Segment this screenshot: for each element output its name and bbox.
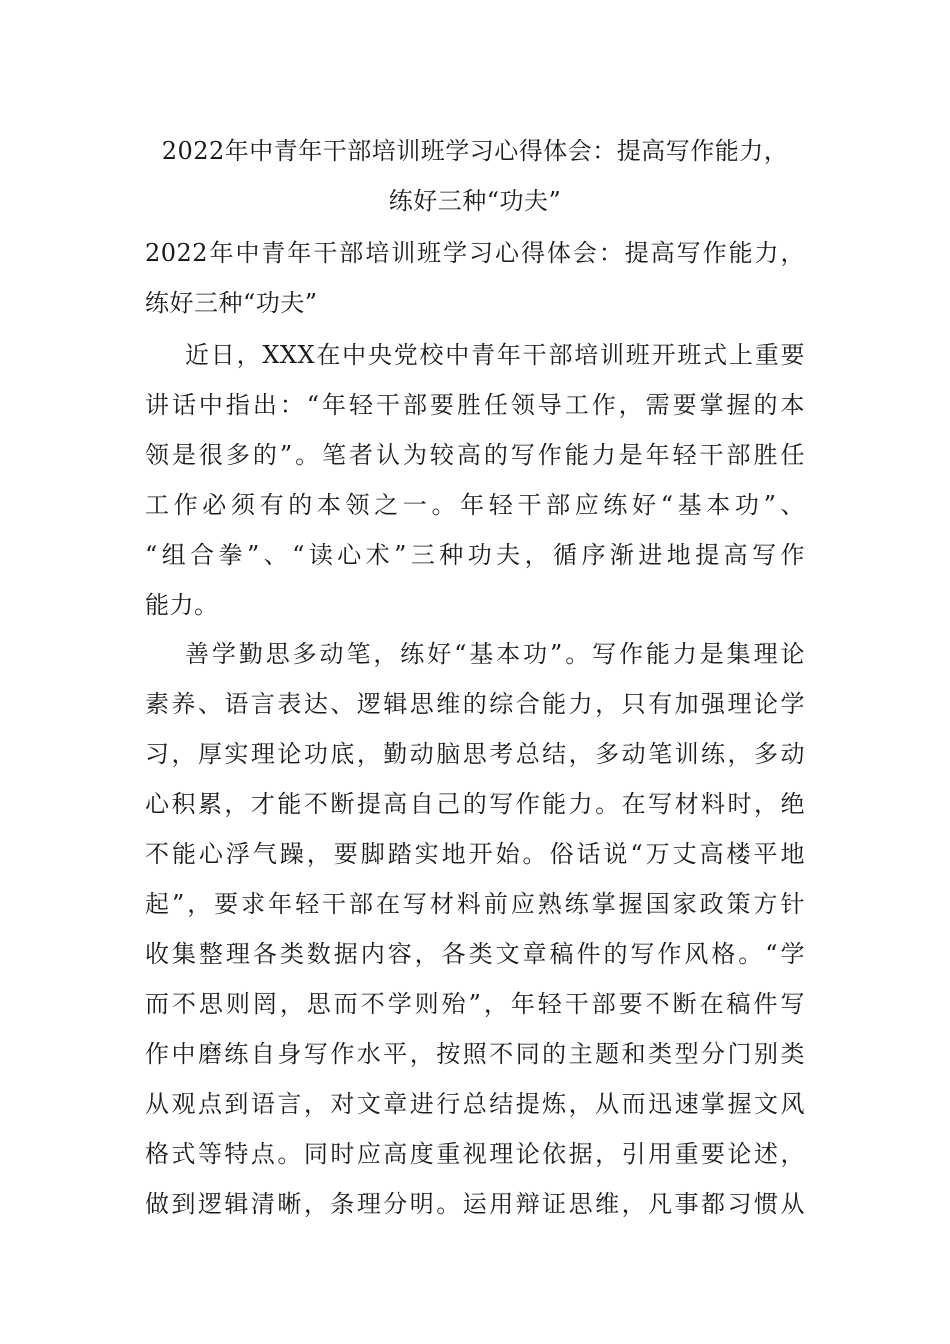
- paragraph-2-line: 不能心浮气躁，要脚踏实地开始。俗话说“万丈高楼平地: [145, 840, 805, 868]
- paragraph-2-line: 收集整理各类数据内容，各类文章稿件的写作风格。“学: [145, 940, 805, 968]
- title-line-2: 练好三种“功夫”: [388, 187, 562, 215]
- heading-line-2: 练好三种“功夫”: [145, 289, 318, 317]
- heading-line-1: 2022年中青年干部培训班学习心得体会：提高写作能力，: [145, 239, 805, 267]
- paragraph-2-line: 而不思则罔，思而不学则殆”，年轻干部要不断在稿件写: [145, 990, 805, 1018]
- paragraph-1-line: 能力。: [145, 591, 219, 619]
- paragraph-2-line: 善学勤思多动笔，练好“基本功”。写作能力是集理论: [185, 640, 805, 668]
- paragraph-2-line: 格式等特点。同时应高度重视理论依据，引用重要论述，: [145, 1140, 805, 1168]
- paragraph-1-line: 领是很多的”。笔者认为较高的写作能力是年轻干部胜任: [145, 441, 805, 469]
- paragraph-2-line: 心积累，才能不断提高自己的写作能力。在写材料时，绝: [145, 790, 805, 818]
- title-line-1: 2022年中青年干部培训班学习心得体会：提高写作能力，: [161, 137, 789, 165]
- paragraph-2-line: 习，厚实理论功底，勤动脑思考总结，多动笔训练，多动: [145, 740, 805, 768]
- paragraph-1-line: 近日，XXX在中央党校中青年干部培训班开班式上重要: [185, 341, 805, 369]
- paragraph-1-line: 讲话中指出：“年轻干部要胜任领导工作，需要掌握的本: [145, 391, 805, 419]
- paragraph-2-line: 从观点到语言，对文章进行总结提炼，从而迅速掌握文风: [145, 1090, 805, 1118]
- paragraph-2-line: 起”，要求年轻干部在写材料前应熟练掌握国家政策方针: [145, 890, 805, 918]
- paragraph-2-line: 作中磨练自身写作水平，按照不同的主题和类型分门别类: [145, 1040, 805, 1068]
- paragraph-2-line: 素养、语言表达、逻辑思维的综合能力，只有加强理论学: [145, 690, 805, 718]
- paragraph-1-line: 工作必须有的本领之一。年轻干部应练好“基本功”、: [145, 491, 805, 519]
- paragraph-1-line: “组合拳”、“读心术”三种功夫，循序渐进地提高写作: [145, 541, 805, 569]
- paragraph-2-line: 做到逻辑清晰，条理分明。运用辩证思维，凡事都习惯从: [145, 1190, 805, 1218]
